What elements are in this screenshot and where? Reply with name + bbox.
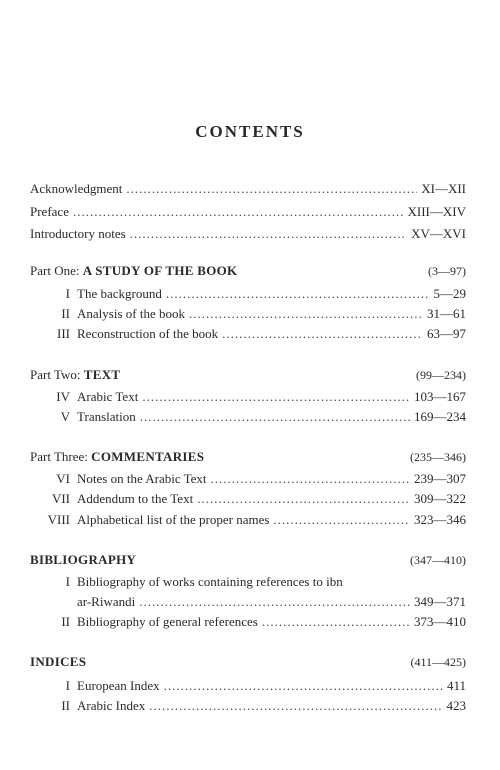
dot-leader: [140, 408, 410, 426]
entry-label: Addendum to the Text: [77, 491, 194, 506]
toc-entry: [30, 203, 466, 221]
toc-entry: [30, 511, 466, 529]
section-heading: [30, 551, 466, 569]
chapter-number: II: [61, 698, 70, 713]
entry-pages: XV—XVI: [411, 226, 466, 241]
toc-entry: [30, 285, 466, 303]
section-pages: (411—425): [410, 655, 466, 669]
section-title: INDICES: [30, 654, 87, 669]
section-pages: (347—410): [410, 553, 466, 567]
entry-label: Notes on the Arabic Text: [77, 471, 207, 486]
entry-label: Bibliography of works containing references to ibn: [77, 574, 343, 589]
entry-label: Introductory notes: [30, 226, 126, 241]
part-title: A STUDY OF THE BOOK: [82, 263, 238, 278]
dot-leader: [126, 180, 417, 198]
entry-pages: 411: [446, 678, 466, 693]
toc-entry: [30, 490, 466, 508]
dot-leader: [130, 225, 407, 243]
part-heading: [30, 262, 466, 280]
entry-label: Reconstruction of the book: [77, 326, 219, 341]
chapter-number: I: [65, 678, 70, 693]
dot-leader: [197, 490, 410, 508]
dot-leader: [262, 613, 410, 631]
entry-pages: 5—29: [433, 286, 466, 301]
entry-label: European Index: [77, 678, 160, 693]
part-pages: (235—346): [410, 450, 466, 464]
toc-entry: [30, 697, 466, 715]
toc-entry: [30, 388, 466, 406]
chapter-number: VII: [51, 491, 70, 506]
entry-label-continued: ar-Riwandi: [77, 594, 136, 609]
chapter-number: II: [61, 306, 70, 321]
entry-label: Translation: [77, 409, 136, 424]
dot-leader: [273, 511, 410, 529]
chapter-number: III: [57, 326, 70, 341]
dot-leader: [149, 697, 442, 715]
entry-label: The background: [77, 286, 162, 301]
entry-label: Acknowledgment: [30, 181, 123, 196]
entry-pages: 169—234: [414, 409, 466, 424]
entry-label: Arabic Text: [77, 389, 139, 404]
toc-entry: [30, 180, 466, 198]
part-title: TEXT: [83, 367, 121, 382]
chapter-number: VIII: [47, 512, 70, 527]
page-title: CONTENTS: [195, 122, 305, 141]
dot-leader: [211, 470, 410, 488]
part-prefix: Part Two:: [30, 367, 84, 382]
part-pages: (3—97): [428, 264, 466, 278]
entry-label: Bibliography of general references: [77, 614, 258, 629]
part-pages: (99—234): [416, 368, 466, 382]
toc-entry-line1: [30, 573, 466, 591]
part-prefix: Part Three:: [30, 449, 92, 464]
dot-leader: [142, 388, 410, 406]
toc-entry: [30, 470, 466, 488]
chapter-number: I: [65, 286, 70, 301]
toc-entry: [30, 613, 466, 631]
dot-leader: [73, 203, 404, 221]
entry-pages: 323—346: [414, 512, 466, 527]
entry-label: Arabic Index: [77, 698, 146, 713]
toc-entry: [30, 325, 466, 343]
part-heading: [30, 448, 466, 466]
part-heading: [30, 366, 466, 384]
entry-pages: XI—XII: [421, 181, 466, 196]
entry-pages: 31—61: [427, 306, 466, 321]
dot-leader: [166, 285, 430, 303]
dot-leader: [222, 325, 423, 343]
entry-label: Analysis of the book: [77, 306, 185, 321]
dot-leader: [164, 677, 443, 695]
part-prefix: Part One:: [30, 263, 83, 278]
entry-pages: 423: [446, 698, 466, 713]
part-title: COMMENTARIES: [91, 449, 205, 464]
toc-entry: [30, 225, 466, 243]
entry-pages: 349—371: [414, 594, 466, 609]
entry-pages: 63—97: [427, 326, 466, 341]
chapter-number: I: [65, 574, 70, 589]
dot-leader: [139, 593, 410, 611]
entry-pages: 309—322: [414, 491, 466, 506]
chapter-number: VI: [56, 471, 70, 486]
chapter-number: IV: [56, 389, 70, 404]
toc-entry: [30, 408, 466, 426]
section-title: BIBLIOGRAPHY: [30, 552, 137, 567]
entry-pages: XIII—XIV: [407, 204, 466, 219]
toc-entry-line2: [77, 593, 466, 611]
entry-pages: 103—167: [414, 389, 466, 404]
entry-pages: 239—307: [414, 471, 466, 486]
entry-label: Preface: [30, 204, 69, 219]
entry-pages: 373—410: [414, 614, 466, 629]
entry-label: Alphabetical list of the proper names: [77, 512, 270, 527]
toc-entry: [30, 305, 466, 323]
dot-leader: [189, 305, 423, 323]
section-heading: [30, 653, 466, 671]
chapter-number: II: [61, 614, 70, 629]
toc-entry: [30, 677, 466, 695]
chapter-number: V: [60, 409, 70, 424]
